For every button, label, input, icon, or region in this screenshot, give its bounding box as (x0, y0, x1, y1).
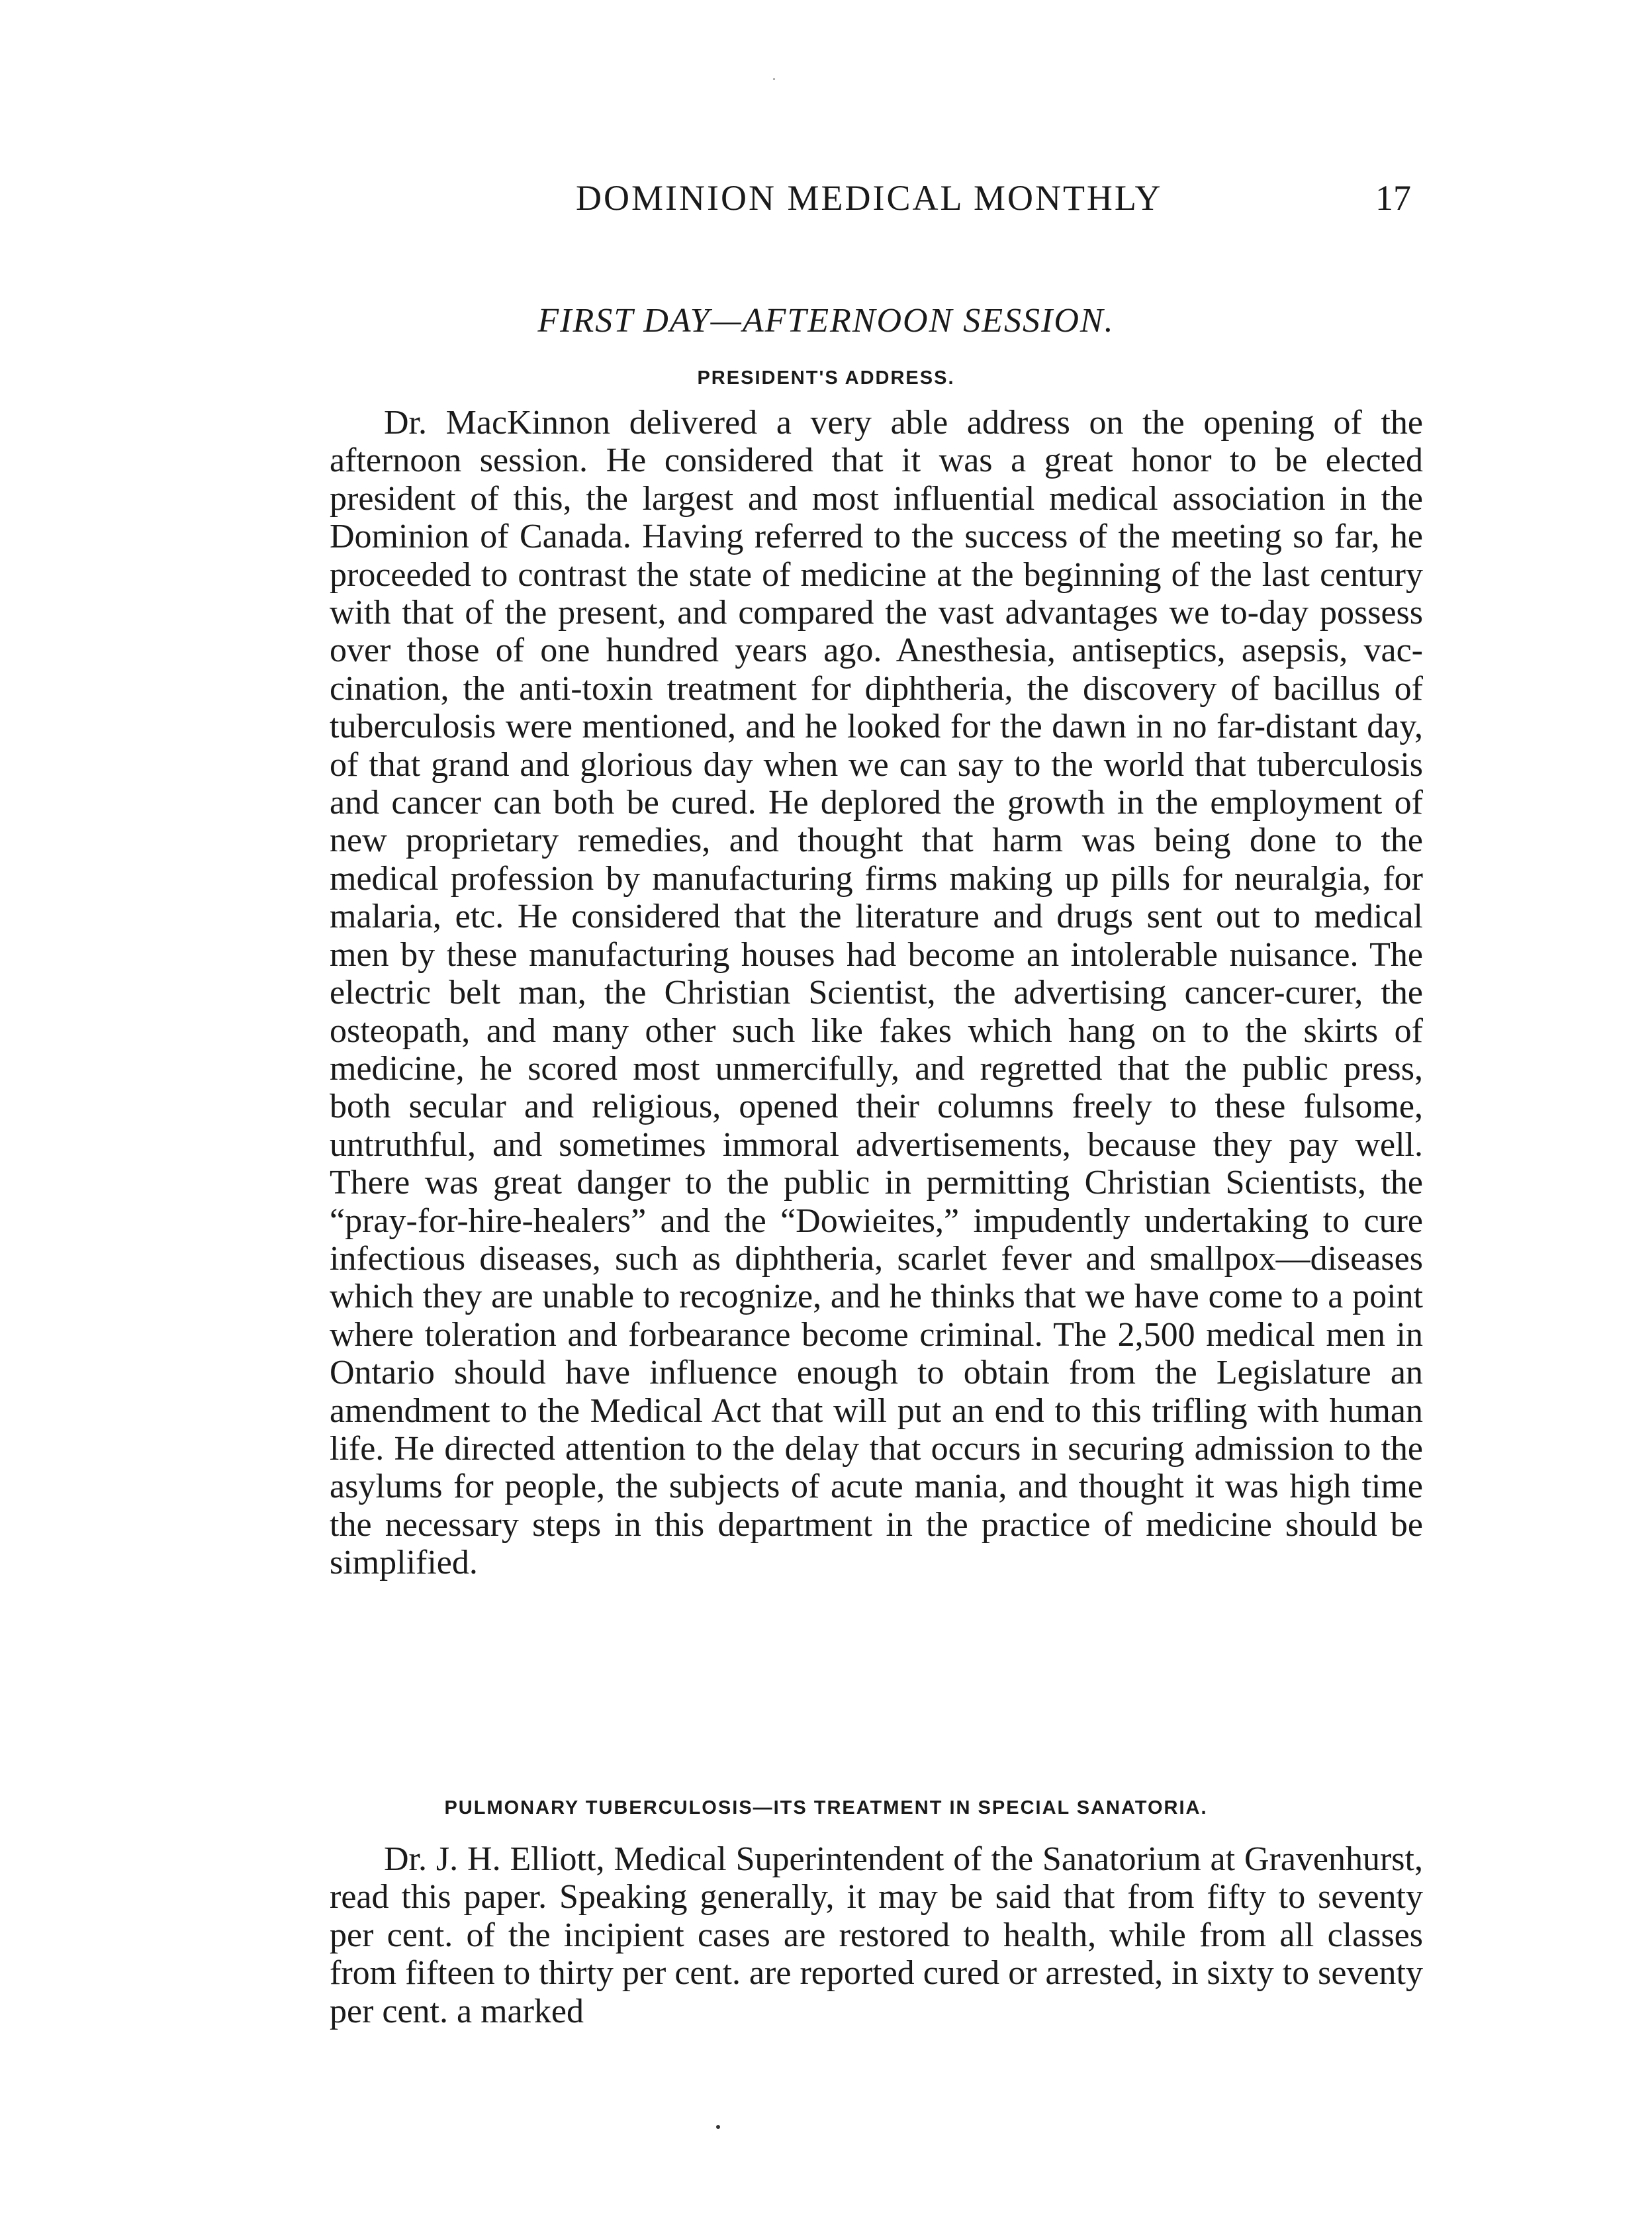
page-dot (716, 2125, 720, 2129)
pulmonary-tuberculosis-paragraph: Dr. J. H. Elliott, Medical Superintendent of the Sanatorium at Gravenhurst, read this paper. Speaking generally, it may be said that from fifty to seventy per cent. of the incipient cases are restored to health, while from all classes from fifteen to thirty per cent. are reported cured or arrested, in sixty to seventy per cent. a marked (330, 1840, 1423, 2030)
section-heading-pulmonary-tuberculosis: PULMONARY TUBERCULOSIS—ITS TREATMENT IN SPECIAL SANATORIA. (444, 1797, 1208, 1818)
journal-title: DOMINION MEDICAL MONTHLY (576, 178, 1163, 218)
presidents-address-paragraph: Dr. MacKinnon delivered a very able address on the opening of the afternoon session. He considered that it was a great honor to be elected president of this, the largest and most influential medical association in the Dominion of Canada. Having referred to the success of the meeting so far, he proceeded to contrast the state of medicine at the beginning of the last century with that of the present, and compared the vast advantages we to-day possess over those of one hundred years ago. Anesthesia, antiseptics, asepsis, vaccination, the anti-toxin treatment for diphtheria, the discovery of bacillus of tuberculosis were mentioned, and he looked for the dawn in no far-distant day, of that grand and glorious day when we can say to the world that tuberculosis and cancer can both be cured. He deplored the growth in the employment of new proprietary remedies, and thought that harm was being done to the medical profession by manufacturing firms making up pills for neuralgia, for malaria, etc. He considered that the literature and drugs sent out to medical men by these manufacturing houses had become an intolerable nuisance. The electric belt man, the Christian Scientist, the advertising cancer-curer, the osteopath, and many other such like fakes which hang on to the skirts of medicine, he scored most unmercifully, and regretted that the public press, both secular and religious, opened their columns freely to these fulsome, untruthful, and sometimes immoral advertisements, because they pay well. There was great danger to the public in permitting Christian Scientists, the “pray-for-hire-healers” and the “Dowieites,” impudently undertaking to cure infectious diseases, such as diphtheria, scarlet fever and smallpox—diseases which they are unable to recognize, and he thinks that we have come to a point where toleration and forbearance become criminal. The 2,500 medical men in Ontario should have influence enough to obtain from the Legislature an amendment to the Medical Act that will put an end to this trifling with human life. He directed attention to the delay that occurs in securing admission to the asylums for people, the subjects of acute mania, and thought it was high time the necessary steps in this department in the practice of medicine should be simplified. (330, 404, 1423, 1582)
running-head (0, 177, 1652, 230)
page-number: 17 (1375, 178, 1411, 218)
section-heading-presidents-address: PRESIDENT'S ADDRESS. (697, 367, 955, 389)
session-title: FIRST DAY—AFTERNOON SESSION. (537, 302, 1115, 340)
page-speck (773, 78, 775, 80)
